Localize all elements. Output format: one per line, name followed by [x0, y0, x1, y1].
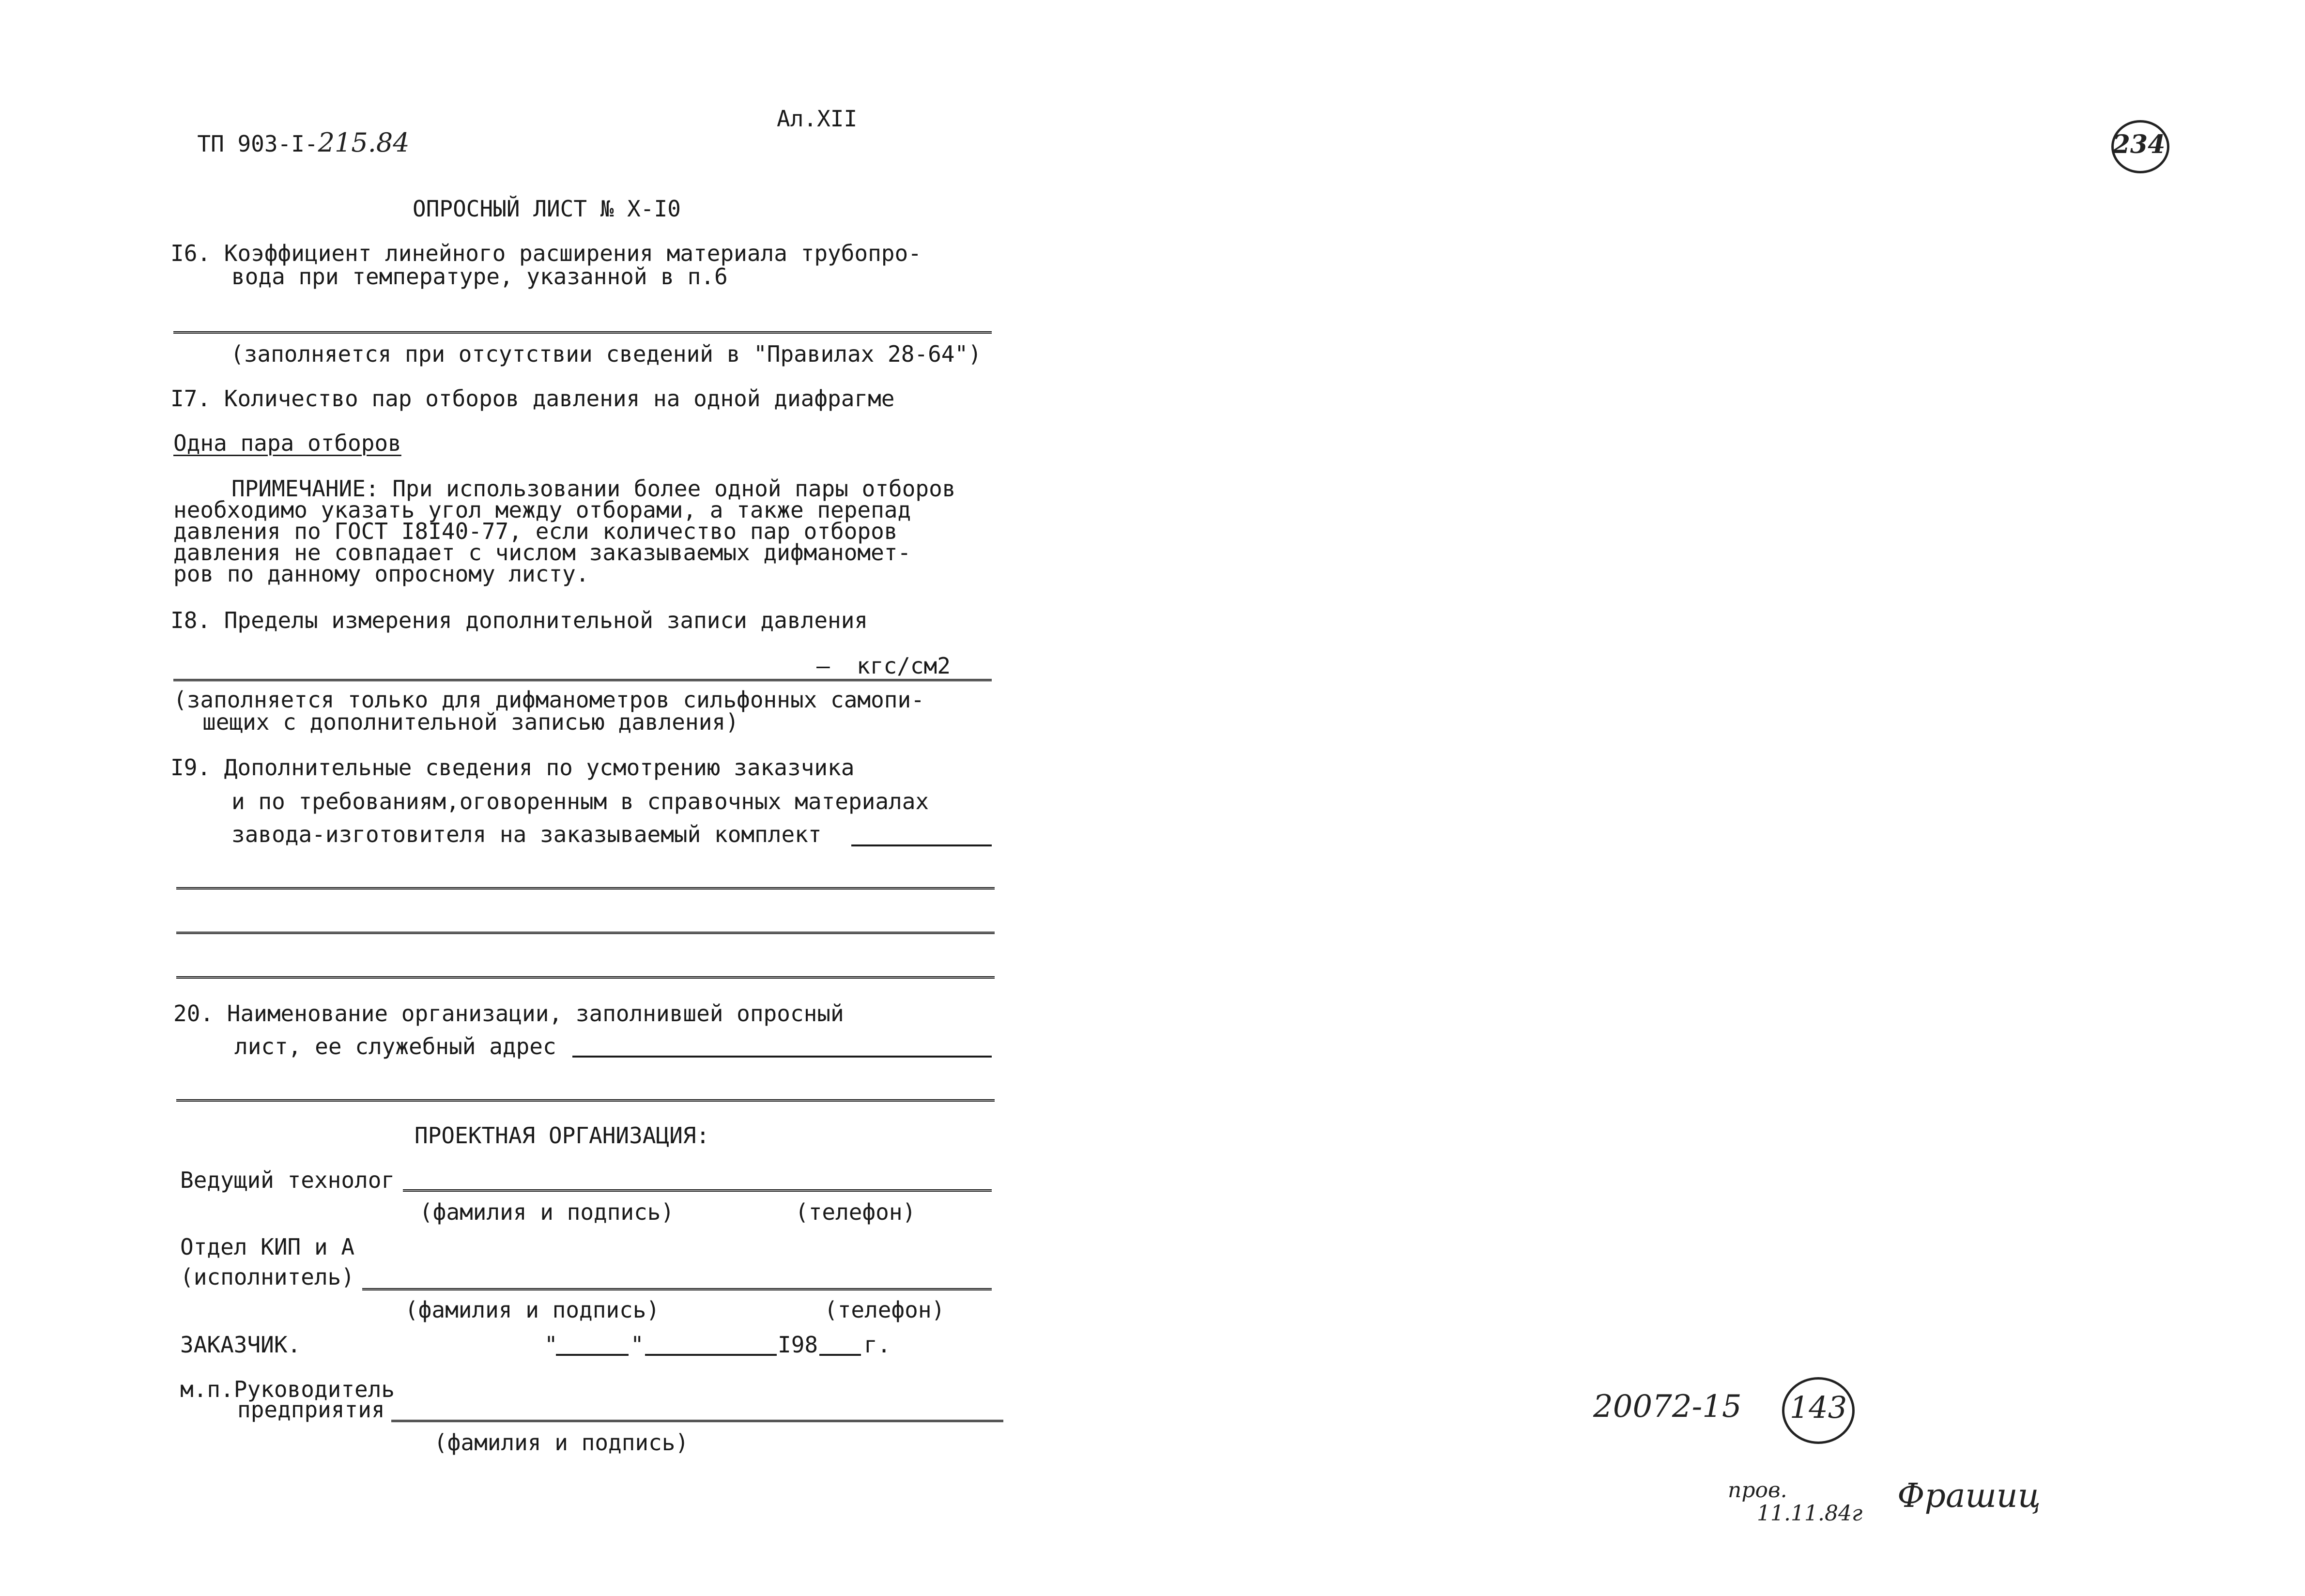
design-org-heading: ПРОЕКТНАЯ ОРГАНИЗАЦИЯ: — [415, 1122, 710, 1149]
remark-line: ров по данному опросному листу. — [173, 561, 589, 587]
doc-code — [170, 107, 410, 156]
doc-code-handwritten: 215.84 — [318, 127, 410, 158]
item17-answer: Одна пара отборов — [173, 430, 401, 456]
item19-line2: и по требованиям,оговоренным в справочных материалах — [231, 788, 929, 814]
album-label: Ал.XII — [777, 106, 858, 132]
lead-tech-line[interactable] — [403, 1189, 992, 1192]
head-label2: предприятия — [237, 1396, 385, 1423]
caption-phone1: (телефон) — [795, 1199, 916, 1225]
item19-answer-line1[interactable] — [176, 887, 995, 890]
dept-label1: Отдел КИП и А — [180, 1234, 355, 1260]
item18-value: — кгс/см2 — [816, 653, 951, 679]
date-quote-close: " — [630, 1332, 644, 1358]
caption-name1: (фамилия и подпись) — [419, 1199, 675, 1225]
signature: Фрашиц — [1897, 1477, 2041, 1515]
item18-note-line2: шещих с дополнительной записью давления) — [202, 709, 739, 735]
item20-answer-line[interactable] — [176, 1099, 995, 1102]
item20-line1: 20. Наименование организации, заполнившей опросный — [173, 1000, 844, 1027]
item18-note-line1: (заполняется только для дифманометров сильфонных самопи- — [173, 687, 924, 713]
dept-line[interactable] — [362, 1288, 992, 1290]
reg-number: 20072-15 — [1593, 1389, 1742, 1425]
head-caption: (фамилия и подпись) — [434, 1429, 689, 1456]
date-month-line[interactable] — [645, 1354, 777, 1356]
remark-line: давления по ГОСТ I8I40-77, если количество пар отборов — [173, 518, 898, 544]
checked-date: 11.11.84г — [1757, 1501, 1863, 1526]
item19-inline-line[interactable] — [851, 844, 992, 846]
caption-phone2: (телефон) — [824, 1297, 945, 1323]
customer-label: ЗАКАЗЧИК. — [180, 1332, 301, 1358]
item16-answer-line[interactable] — [173, 331, 992, 334]
item16-note: (заполняется при отсутствии сведений в "Правилах 28-64") — [230, 341, 982, 367]
item20-inline-line[interactable] — [572, 1056, 992, 1058]
item16-line1: I6. Коэффициент линейного расширения материала трубопро- — [170, 240, 922, 266]
item18-answer-line[interactable] — [173, 679, 992, 681]
item17-line1: I7. Количество пар отборов давления на одной диафрагме — [170, 385, 895, 412]
item20-line2: лист, ее служебный адрес — [234, 1033, 556, 1059]
dept-label2: (исполнитель) — [180, 1264, 355, 1290]
date-year-line[interactable] — [819, 1354, 861, 1356]
checked-label: пров. — [1728, 1478, 1787, 1503]
item19-line1: I9. Дополнительные сведения по усмотрению заказчика — [170, 754, 855, 781]
item16-line2: вода при температуре, указанной в п.6 — [231, 263, 728, 290]
item19-answer-line2[interactable] — [176, 932, 995, 934]
lead-tech-label: Ведущий технолог — [180, 1167, 395, 1193]
page-stamp: 234 — [2112, 130, 2166, 159]
doc-code-printed: ТП 903-I- — [197, 131, 318, 157]
year-prefix: I98 — [778, 1332, 818, 1358]
remark-line: ПРИМЕЧАНИЕ: При использовании более одной пары отборов — [231, 476, 956, 502]
year-suffix: г. — [864, 1332, 891, 1358]
sheet-number: 143 — [1789, 1390, 1847, 1425]
page-title: ОПРОСНЫЙ ЛИСТ № X-I0 — [413, 196, 681, 222]
remark-line: необходимо указать угол между отборами, а также перепад — [173, 497, 911, 523]
item19-answer-line3[interactable] — [176, 976, 995, 979]
remark-line: давления не совпадает с числом заказываемых дифманомет- — [173, 539, 911, 566]
head-sign-line[interactable] — [391, 1420, 1003, 1422]
item19-line3: завода-изготовителя на заказываемый комплект — [231, 821, 822, 847]
item18-line1: I8. Пределы измерения дополнительной записи давления — [170, 607, 868, 633]
caption-name2: (фамилия и подпись) — [405, 1297, 660, 1323]
date-quote-open: " — [544, 1332, 558, 1358]
head-label1: м.п.Руководитель — [180, 1376, 395, 1402]
date-day-line[interactable] — [556, 1354, 629, 1356]
